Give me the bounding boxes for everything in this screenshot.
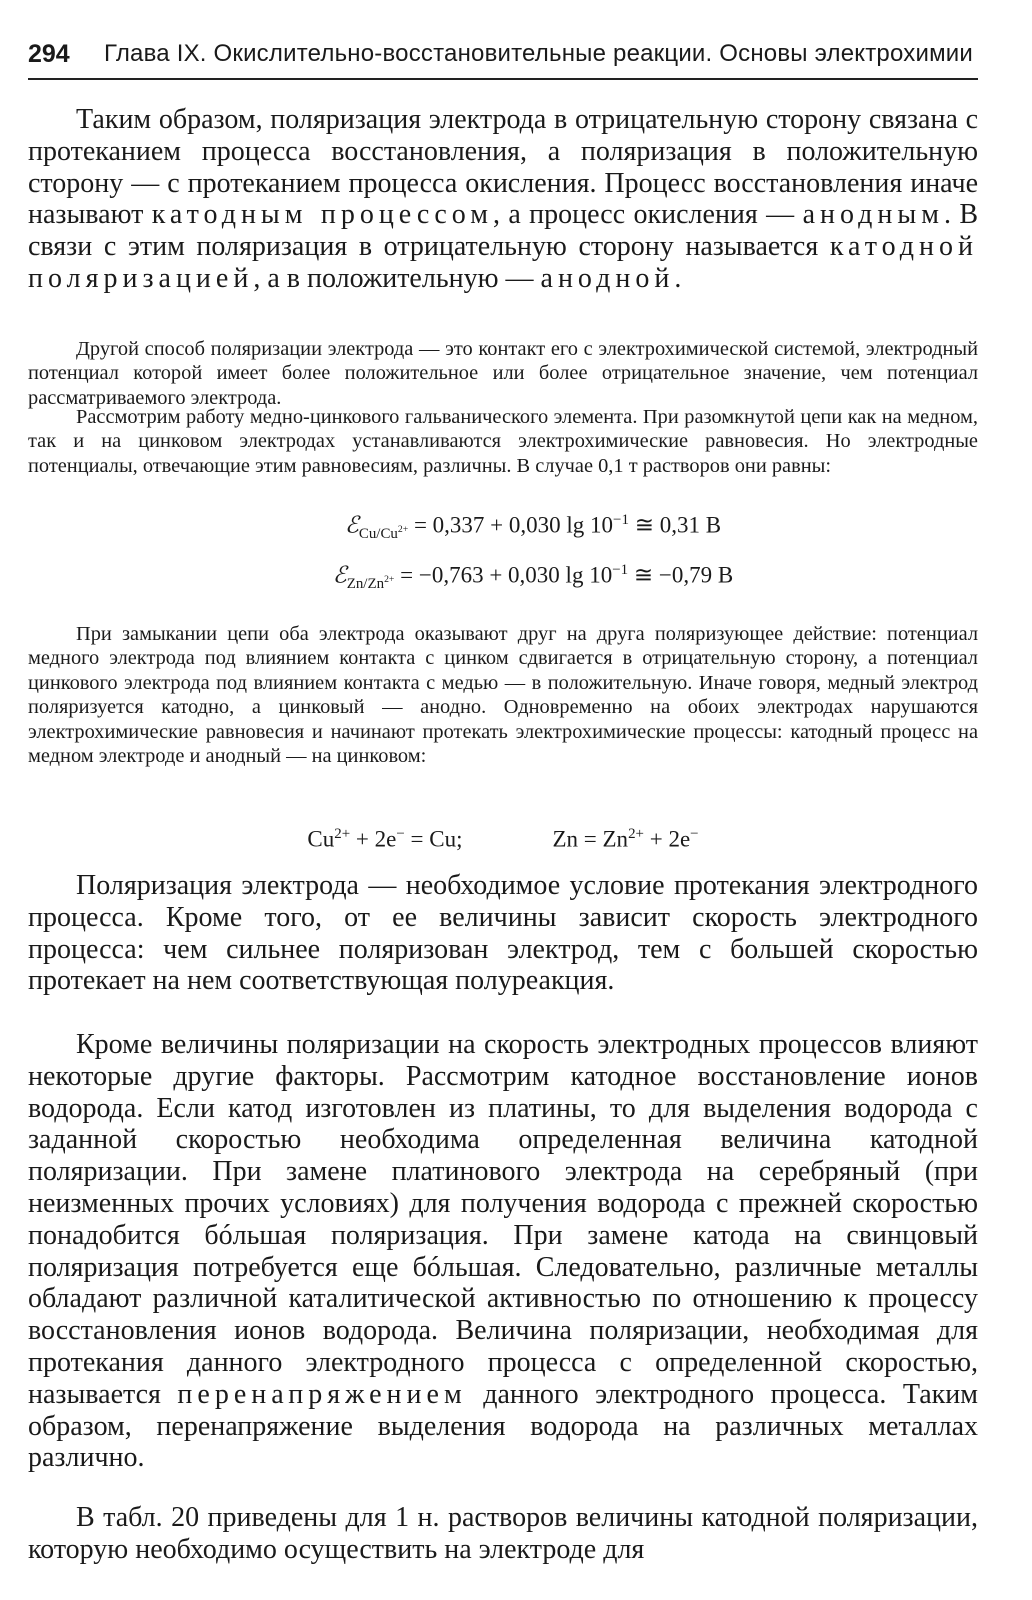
copper-half-reaction xyxy=(307,826,462,853)
formula-part: + 2e xyxy=(643,826,691,852)
term-anodic: анодным xyxy=(802,199,944,231)
running-title: Глава IX. Окислительно-восстановительные реакции. Основы электрохимии xyxy=(104,40,973,67)
formula-zinc-potential xyxy=(138,562,928,593)
formula-charge: − xyxy=(690,826,699,842)
paragraph-polarization-summary xyxy=(28,104,978,295)
paragraph-circuit-closing: При замыкании цепи оба электрода оказывают друг на друга поляризующее действие: потенциал медного электрода под влиянием контакта с цинком сдвигается в отрицательную сторону, а потенциал цинкового электрода под влиянием контакта с медью — в положительную. Иначе говоря, медный электрод поляризуется катодно, а цинковый — анодно. Одновременно на обоих электродах нарушаются электрохимические равновесия и начинают протекать электрохимические процессы: катодный процесс на медном электроде и анодный — на цинковом: xyxy=(28,623,978,768)
formula-charge: − xyxy=(396,826,405,842)
emf-symbol: ℰ xyxy=(332,562,347,588)
formula-part: Cu xyxy=(307,826,335,852)
term-cathodic-process: катодным процессом xyxy=(151,199,493,231)
formula-subscript: Zn/Zn xyxy=(346,576,385,593)
formula-part: + 2e xyxy=(350,826,397,852)
formula-subscript: Cu/Cu xyxy=(358,526,398,543)
formula-result: ≅ 0,31 В xyxy=(628,512,722,538)
text-span: . В связи с этим поляризация в отрицательную сторону называется xyxy=(28,199,978,263)
formula-exponent: −1 xyxy=(613,512,629,528)
formula-charge: 2+ xyxy=(384,574,395,586)
formula-exponent: −1 xyxy=(612,562,629,578)
formula-half-reactions xyxy=(28,826,978,853)
formula-part: = Cu; xyxy=(404,826,463,852)
paragraph-contact-polarization: Другой способ поляризации электрода — это контакт его с электрохимической системой, электродный потенциал которой имеет более положительное или более отрицательное значение, чем потенциал рассматриваемого электрода. xyxy=(28,338,978,409)
page-number: 294 xyxy=(28,40,70,68)
emf-symbol: ℰ xyxy=(344,512,359,538)
formula-charge: 2+ xyxy=(628,826,644,842)
formula-charge: 2+ xyxy=(334,826,351,842)
text-span: . xyxy=(674,262,682,294)
term-overvoltage: перенапряжением xyxy=(177,1378,467,1410)
paragraph-overvoltage xyxy=(28,1029,978,1474)
formula-expression: = 0,337 + 0,030 lg 10 xyxy=(408,512,614,538)
term-anodic-polarization: анодной xyxy=(540,262,675,294)
zinc-half-reaction xyxy=(552,826,698,853)
page-header xyxy=(28,38,978,80)
term-cathodic-polarization: катодной поляризацией xyxy=(28,231,978,294)
text-span: , а в положительную — xyxy=(253,262,541,294)
paragraph-polarization-condition: Поляризация электрода — необходимое условие протекания электродного процесса. Кроме того, от ее величины зависит скорость электродного процесса: чем сильнее поляризован электрод, тем с большей скоростью протекает на нем соответствующая полуреакция. xyxy=(28,870,978,997)
formula-result: ≅ −0,79 В xyxy=(628,562,734,588)
formula-expression: = −0,763 + 0,030 lg 10 xyxy=(394,562,613,588)
text-span: , а процесс окисления — xyxy=(492,199,803,231)
formula-copper-potential xyxy=(138,512,928,543)
book-page xyxy=(28,0,978,1600)
paragraph-cu-zn-cell: Рассмотрим работу медно-цинкового гальванического элемента. При разомкнутой цепи как на медном, так и на цинковом электродах устанавливаются электрохимические равновесия. Но электродные потенциалы, отвечающие этим равновесиям, различны. В случае 0,1 т растворов они равны: xyxy=(28,406,978,477)
formula-part: Zn = Zn xyxy=(552,826,629,852)
text-span: данного электродного процесса. Таким образом, перенапряжение выделения водорода на различных металлах различно. xyxy=(28,1378,978,1474)
formula-charge: 2+ xyxy=(397,524,409,536)
text-span: Таким образом, поляризация электрода в отрицательную сторону связана с протеканием процесса восстановления, а поляризация в положительную сторону — с протеканием процесса окисления. Процесс восстановления иначе называют xyxy=(28,104,978,231)
text-span: Кроме величины поляризации на скорость электродных процессов влияют некоторые другие факторы. Рассмотрим катодное восстановление ионов водорода. Если катод изготовлен из платины, то для выделения водорода с заданной скоростью необходима определенная величина катодной поляризации. При замене платинового электрода на серебряный (при неизменных прочих условиях) для получения водорода с прежней скоростью понадобится бóльшая поляризация. При замене катода на свинцовый поляризация потребуется еще бóльшая. Следовательно, различные металлы обладают различной каталитической активностью по отношению к процессу восстановления ионов водорода. Величина поляризации, необходимая для протекания данного электродного процесса с определенной скоростью, называется xyxy=(28,1029,978,1410)
paragraph-table-reference: В табл. 20 приведены для 1 н. растворов величины катодной поляризации, которую необходимо осуществить на электроде для xyxy=(28,1502,978,1565)
